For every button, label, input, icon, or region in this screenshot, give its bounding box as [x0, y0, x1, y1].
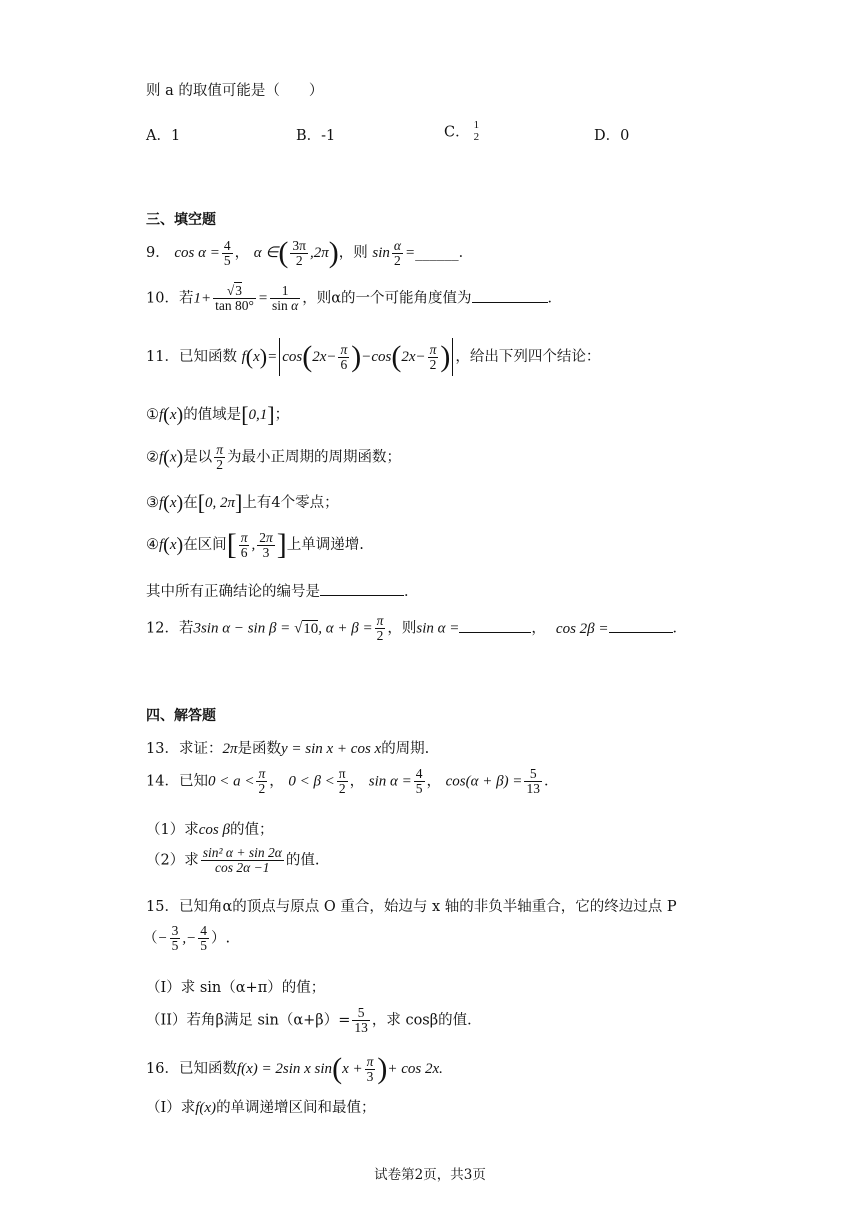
q8-option-b: B．-1	[296, 128, 336, 144]
q15-point-coordinates: （− $\frac{3}{5}$ ,− $\frac{4}{5}$ ）.	[143, 923, 231, 953]
question-15: 15．已知角α的顶点与原点 O 重合，始边与 x 轴的非负半轴重合，它的终边过点 P	[146, 899, 677, 915]
q11-conclusion-4: ④f(x)在区间[ $\frac{\pi}{6}$ , $\frac{2\pi}{3}$ ]上单调递增.	[146, 528, 364, 561]
section-answer-title: 四、解答题	[146, 708, 216, 724]
question-13: 13．求证：2π是函数y = sin x + cos x的周期.	[146, 741, 430, 757]
q8-option-c: C． 1 2	[444, 119, 480, 143]
question-10: 10．若1+ $\frac{√3}{\tan 80^\circ}$ = $\frac{1}{\text{sin α}}$ ，则α的一个可能角度值为 ．	[146, 283, 563, 313]
q11-conclusion-1: ①f(x)的值域是[0,1]；	[146, 402, 290, 427]
q11-conclusion-prompt: 其中所有正确结论的编号是 ．	[146, 584, 419, 600]
question-14: 14．已知0 < a < $\frac{\pi}{2}$ ， 0 < β < $\frac{\pi}{2}$ ， sin α = $\frac{4}{5}$ ， cos(α + β) = $\frac{5}{13}$ ．	[146, 766, 559, 796]
q14-sub-1: （1）求cos β的值；	[146, 822, 274, 838]
q14-sub-2: （2）求 $\frac{\text{sin² α + sin 2α}}{\cos 2\alpha -1}$ 的值.	[146, 845, 320, 875]
section-fill-in-title: 三、填空题	[146, 212, 216, 228]
question-12: 12．若3sin α − sin β = √10, α + β = $\frac{\pi}{2}$ ，则sin α = ， cos 2β = ．	[146, 613, 688, 643]
page-footer: 试卷第2页，共3页	[374, 1167, 486, 1183]
q15-sub-1: （I）求 sin（α+π）的值；	[146, 980, 326, 996]
q16-sub-1: （I）求f(x)的单调递增区间和最值；	[146, 1100, 376, 1116]
question-16: 16．已知函数f(x) = 2sin x sin(x + $\frac{\pi}{3}$ )+ cos 2x.	[146, 1052, 443, 1085]
q11-conclusion-3: ③f(x)在[0, 2π]上有4个零点；	[146, 490, 339, 515]
q15-sub-2: （II）若角β满足 sin（α+β）= $\frac{5}{13}$ ，求 cosβ的值．	[146, 1005, 482, 1035]
q11-conclusion-2: ②f(x)是以 $\frac{\pi}{2}$ 为最小正周期的周期函数；	[146, 442, 401, 472]
q8-option-d: D．0	[594, 128, 630, 144]
q8-stem: 则 a 的取值可能是（ ）	[146, 83, 324, 99]
question-11: 11．已知函数 f(x)= cos(2x− $\frac{\pi}{6}$ )−cos(2x− $\frac{\pi}{2}$ ) ，给出下列四个结论：	[146, 338, 600, 376]
q8-option-a: A．1	[146, 128, 181, 144]
question-9: 9． cos α = $\frac{4}{5}$ ， α ∈( $\frac{3\pi}{2}$ ,2π)，则 sin $\frac{\alpha}{2}$ =______．	[146, 236, 474, 269]
